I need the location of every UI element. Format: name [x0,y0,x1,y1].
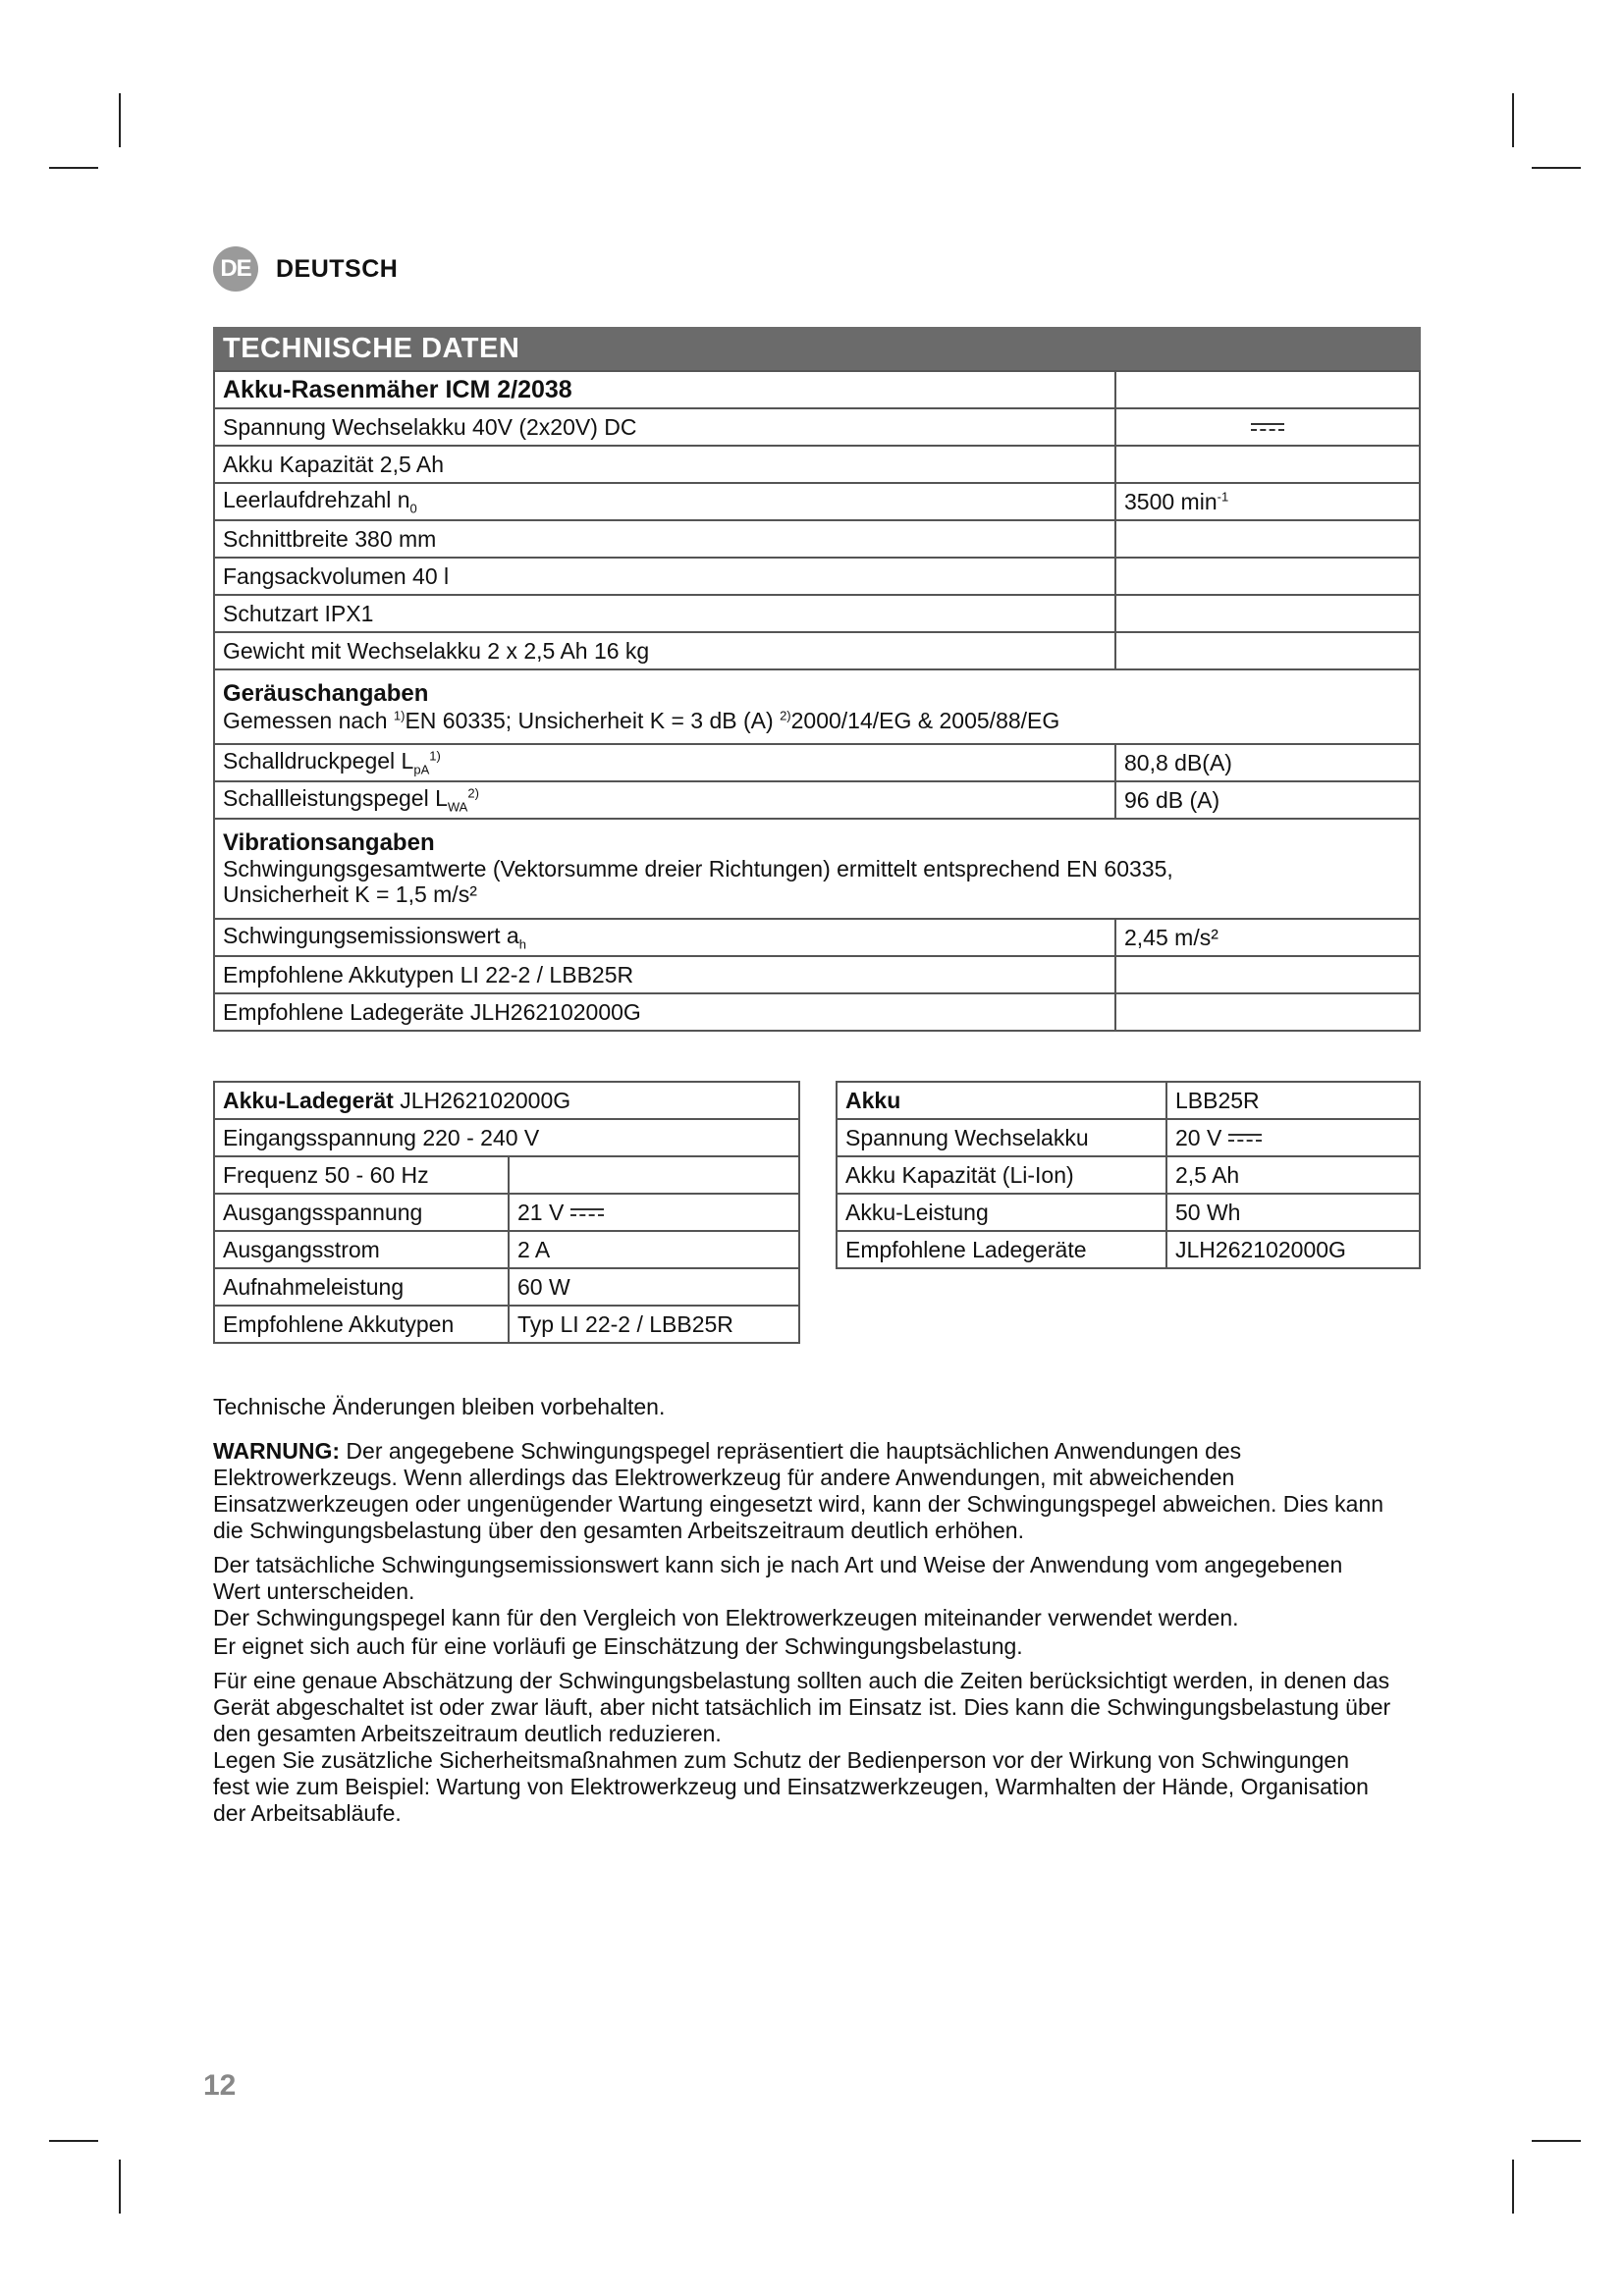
table-cell [1115,483,1420,520]
table-cell [1115,632,1420,669]
table-row [214,483,1420,520]
table-cell [214,483,1115,520]
table-cell: Fangsackvolumen 40 l [214,558,1115,595]
table-cell: Schnittbreite 380 mm [214,520,1115,558]
crop-mark [1512,93,1514,147]
row-label: Schallleistungspegel L [223,785,448,812]
table-cell: 60 W [509,1268,799,1306]
warning-paragraph [213,1438,1391,1544]
table-cell: 2,45 m/s² [1115,919,1420,956]
battery-voltage-value: 20 V [1175,1124,1222,1150]
note-paragraph: Für eine genaue Abschätzung der Schwingungsbelastung sollten auch die Zeiten berücksichtigt werden, in denen das Gerät abgeschaltet ist oder zwar läuft, aber nicht tatsächlich im Einsatz ist. Dies kann die Schwingungsbelastung über den gesamten Arbeitszeitraum deutlich reduzieren. [213,1668,1391,1746]
table-cell: Akku-Leistung [837,1194,1166,1231]
note-paragraph: Legen Sie zusätzliche Sicherheitsmaßnahmen zum Schutz der Bedienperson vor der Wirkung von Schwingungen fest wie zum Beispiel: Wartung von Elektrowerkzeug und Einsatzwerkzeugen, Warmhalten der Hände, Organisation der Arbeitsabläufe. [213,1747,1369,1826]
table-row [214,1231,799,1268]
table-row [214,993,1420,1031]
noise-measured-standard: EN 60335; Unsicherheit K = 3 dB (A) [405,707,774,733]
table-row [214,819,1420,919]
row-label: Schalldruckpegel L [223,748,414,774]
table-row [837,1156,1420,1194]
table-row [214,1156,799,1194]
table-cell: 96 dB (A) [1115,781,1420,819]
table-cell: Akku Kapazität (Li-Ion) [837,1156,1166,1194]
technical-data-title: TECHNISCHE DATEN [213,327,1421,370]
table-cell [509,1156,799,1194]
table-cell: Eingangsspannung 220 - 240 V [214,1119,799,1156]
table-cell: 2,5 Ah [1166,1156,1420,1194]
table-row [214,595,1420,632]
table-cell: Gewicht mit Wechselakku 2 x 2,5 Ah 16 kg [214,632,1115,669]
table-row [214,408,1420,446]
charger-title-model: JLH262102000G [393,1087,571,1113]
table-cell: 50 Wh [1166,1194,1420,1231]
crop-mark [1512,2160,1514,2214]
vibration-section [214,819,1420,919]
noise-measured [223,708,1411,734]
battery-model: LBB25R [1166,1082,1420,1119]
noise-section [214,669,1420,744]
page-number: 12 [203,2069,237,2102]
table-cell: Aufnahmeleistung [214,1268,509,1306]
noise-title: Geräuschangaben [223,679,429,707]
subscript: pA [413,762,430,777]
vibration-line: Unsicherheit K = 1,5 m/s² [223,881,477,907]
crop-mark [49,167,98,169]
language-badge: DE [213,246,258,292]
row-label: Schwingungsemissionswert a [223,923,519,949]
charger-title-bold: Akku-Ladegerät [223,1087,394,1113]
dc-symbol-icon [1228,1133,1262,1145]
superscript: 2) [467,785,479,801]
table-cell: Empfohlene Ladegeräte JLH262102000G [214,993,1115,1031]
table-cell [1115,371,1420,408]
noise-measured-directive: 2000/14/EG & 2005/88/EG [790,707,1060,733]
note-paragraph: Der Schwingungspegel kann für den Vergleich von Elektrowerkzeugen miteinander verwendet werden. [213,1605,1239,1630]
table-cell: 80,8 dB(A) [1115,744,1420,781]
language-label: DEUTSCH [276,254,399,283]
dc-symbol-icon [1251,422,1284,434]
table-row [214,1194,799,1231]
spec-grid [213,370,1421,1032]
output-voltage-value: 21 V [517,1199,565,1225]
notes-section [213,1394,1391,1835]
table-cell [214,919,1115,956]
superscript: 2) [780,707,791,722]
table-cell: Spannung Wechselakku [837,1119,1166,1156]
table-cell: 2 A [509,1231,799,1268]
vibration-line: Schwingungsgesamtwerte (Vektorsumme dreier Richtungen) ermittelt entsprechend EN 60335, [223,856,1173,881]
battery-grid [836,1081,1421,1269]
crop-mark [119,93,121,147]
note-paragraph: Er eignet sich auch für eine vorläufi ge Einschätzung der Schwingungsbelastung. [213,1633,1023,1659]
note-paragraph: Der tatsächliche Schwingungsemissionswert kann sich je nach Art und Weise der Anwendung vom angegebenen Wert unterscheiden. [213,1552,1343,1604]
changes-note: Technische Änderungen bleiben vorbehalten. [213,1394,666,1419]
table-row [214,558,1420,595]
table-cell: JLH262102000G [1166,1231,1420,1268]
table-cell: Typ LI 22-2 / LBB25R [509,1306,799,1343]
noise-measured-prefix: Gemessen nach [223,707,388,733]
table-cell [214,781,1115,819]
table-row [837,1231,1420,1268]
warning-label: WARNUNG: [213,1438,341,1464]
table-row [214,956,1420,993]
table-row [214,1268,799,1306]
model-name: Akku-Rasenmäher ICM 2/2038 [214,371,1115,408]
table-row [214,1306,799,1343]
crop-mark [49,2140,98,2142]
table-row [214,520,1420,558]
table-cell [1115,993,1420,1031]
table-cell [1115,446,1420,483]
table-cell [1115,595,1420,632]
table-cell [1115,408,1420,446]
table-row [214,1119,799,1156]
table-row [837,1119,1420,1156]
battery-table [836,1081,1421,1269]
table-row [214,371,1420,408]
table-row [214,446,1420,483]
charger-grid [213,1081,800,1344]
table-cell [509,1194,799,1231]
table-row [837,1194,1420,1231]
warning-text: Der angegebene Schwingungspegel repräsentiert die hauptsächlichen Anwendungen des Elektrowerkzeugs. Wenn allerdings das Elektrowerkzeug für andere Anwendungen, mit abweichenden Einsatzwerkzeugen oder ungenügender Wartung eingesetzt wird, kann der Schwingungspegel abweichen. Dies kann die Schwingungsbelastung über den gesamten Arbeitszeitraum deutlich erhöhen. [213,1438,1384,1543]
dc-symbol-icon [570,1207,604,1219]
table-cell: Frequenz 50 - 60 Hz [214,1156,509,1194]
table-cell: Ausgangsspannung [214,1194,509,1231]
subscript: h [518,936,526,952]
table-cell [1115,956,1420,993]
table-row [214,669,1420,744]
superscript: -1 [1217,488,1229,504]
table-cell: Ausgangsstrom [214,1231,509,1268]
table-cell: Empfohlene Akkutypen LI 22-2 / LBB25R [214,956,1115,993]
superscript: 1) [393,707,406,722]
row-label: Leerlaufdrehzahl n [223,487,410,513]
table-row [214,632,1420,669]
table-cell: Schutzart IPX1 [214,595,1115,632]
table-row [214,781,1420,819]
crop-mark [1532,167,1581,169]
language-header [213,246,398,292]
table-cell [214,744,1115,781]
table-row [837,1082,1420,1119]
table-cell: Empfohlene Ladegeräte [837,1231,1166,1268]
table-cell: Spannung Wechselakku 40V (2x20V) DC [214,408,1115,446]
table-cell [1115,520,1420,558]
crop-mark [1532,2140,1581,2142]
table-cell: Empfohlene Akkutypen [214,1306,509,1343]
technical-data-table [213,327,1421,1032]
table-row [214,1082,799,1119]
table-row [214,919,1420,956]
subscript: WA [447,799,468,815]
table-cell [1166,1119,1420,1156]
table-cell [1115,558,1420,595]
crop-mark [119,2160,121,2214]
idle-speed-value: 3500 min [1124,488,1218,514]
table-cell: Akku Kapazität 2,5 Ah [214,446,1115,483]
battery-title: Akku [837,1082,1166,1119]
charger-table [213,1081,800,1344]
superscript: 1) [429,748,441,764]
vibration-title: Vibrationsangaben [223,829,435,856]
subscript: 0 [409,501,417,516]
table-row [214,744,1420,781]
charger-title [214,1082,799,1119]
